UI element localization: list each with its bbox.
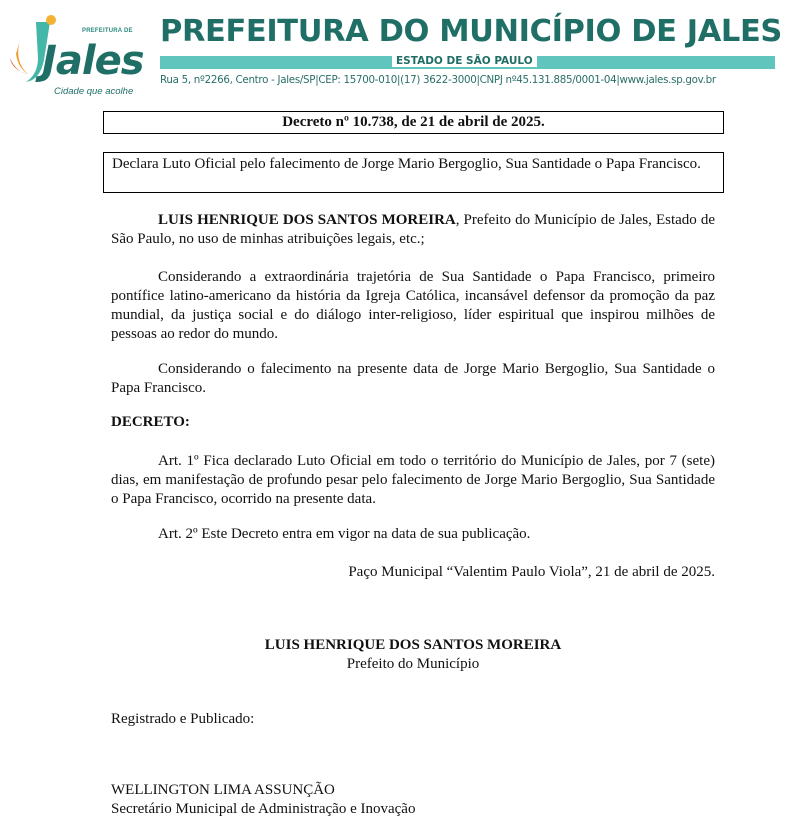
header-state: ESTADO DE SÃO PAULO: [392, 55, 537, 67]
article-1: Art. 1º Fica declarado Luto Oficial em todo o território do Município de Jales, por 7 (sete) dias, em manifestação de profundo pesar pelo falecimento de Jorge Mario Bergoglio, Sua Santidade o Papa Francisco, ocorrido na presente data.: [111, 453, 715, 507]
article-2: Art. 2º Este Decreto entra em vigor na data de sua publicação.: [158, 526, 531, 542]
secretary-role: Secretário Municipal de Administração e Inovação: [111, 801, 416, 817]
logo-wordmark: Jales: [42, 38, 144, 84]
logo-small-text: PREFEITURA DE: [82, 28, 133, 34]
jales-logo: [6, 10, 154, 96]
registration-label: Registrado e Publicado:: [111, 711, 255, 727]
intro-paragraph: [111, 211, 715, 249]
secretary-signature-block: [111, 781, 715, 819]
considerando-1: Considerando a extraordinária trajetória de Sua Santidade o Papa Francisco, primeiro pontífice latino-americano da história da Igreja Católica, incansável defensor da promoção da paz mundial, da justiça social e do diálogo inter-religioso, líder espiritual que inspirou milhões de pessoas ao redor do mundo.: [111, 269, 715, 342]
logo-tagline: Cidade que acolhe: [54, 86, 134, 97]
considerando-2: Considerando o falecimento na presente data de Jorge Mario Bergoglio, Sua Santidade o Papa Francisco.: [111, 361, 715, 396]
decree-title: Decreto nº 10.738, de 21 de abril de 2025.: [103, 111, 724, 134]
secretary-name: WELLINGTON LIMA ASSUNÇÃO: [111, 782, 335, 798]
decree-ementa: Declara Luto Oficial pelo falecimento de Jorge Mario Bergoglio, Sua Santidade o Papa Francisco.: [103, 152, 724, 193]
decreto-heading: DECRETO:: [111, 414, 190, 430]
header-address: Rua 5, nº2266, Centro - Jales/SP|CEP: 15700-010|(17) 3622-3000|CNPJ nº45.131.885/0001-04|www.jales.sp.gov.br: [160, 74, 716, 86]
intro-name: LUIS HENRIQUE DOS SANTOS MOREIRA: [158, 212, 456, 228]
intro-text: , Prefeito do Município de Jales, Estado de São Paulo, no uso de minhas atribuições legais, etc.;: [111, 212, 715, 247]
mayor-role: Prefeito do Município: [346, 656, 480, 672]
header-title: PREFEITURA DO MUNICÍPIO DE JALES: [160, 14, 782, 49]
place-date: Paço Municipal “Valentim Paulo Viola”, 21 de abril de 2025.: [348, 564, 715, 580]
mayor-signature-block: [111, 636, 715, 674]
mayor-name: LUIS HENRIQUE DOS SANTOS MOREIRA: [264, 637, 562, 653]
